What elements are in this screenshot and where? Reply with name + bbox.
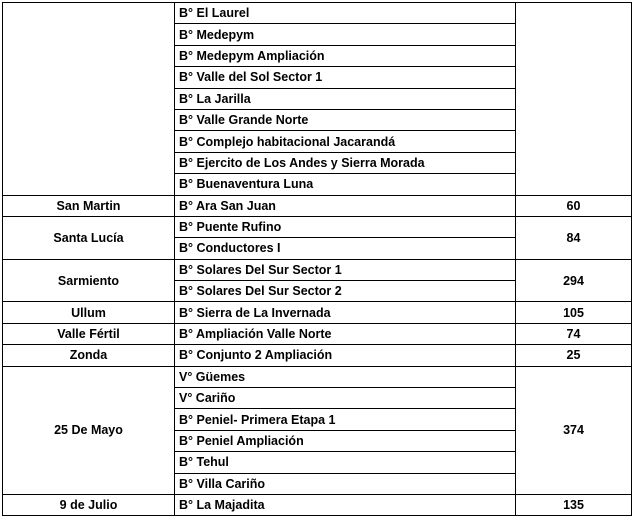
table-row [3, 195, 632, 216]
barrio-cell: B° Medepym [175, 24, 516, 45]
department-cell: 25 De Mayo [3, 366, 175, 494]
table-row [3, 323, 632, 344]
barrio-cell: B° Valle Grande Norte [175, 109, 516, 130]
quantity-cell: 60 [516, 195, 632, 216]
department-cell: Valle Fértil [3, 323, 175, 344]
barrio-cell: B° Solares Del Sur Sector 2 [175, 281, 516, 302]
barrio-cell: B° Tehul [175, 452, 516, 473]
quantity-cell: 374 [516, 366, 632, 494]
table-row [3, 3, 632, 24]
department-cell: Ullum [3, 302, 175, 323]
barrio-cell: B° Peniel Ampliación [175, 430, 516, 451]
barrio-cell: B° La Jarilla [175, 88, 516, 109]
table-body [3, 3, 632, 516]
barrio-cell: B° Solares Del Sur Sector 1 [175, 259, 516, 280]
barrio-cell: B° Complejo habitacional Jacarandá [175, 131, 516, 152]
barrio-cell: B° Medepym Ampliación [175, 45, 516, 66]
barrio-cell: B° Ejercito de Los Andes y Sierra Morada [175, 152, 516, 173]
barrio-cell: B° Ara San Juan [175, 195, 516, 216]
barrio-cell: B° El Laurel [175, 3, 516, 24]
barrio-cell: B° Buenaventura Luna [175, 174, 516, 195]
department-cell: Sarmiento [3, 259, 175, 302]
quantity-cell: 135 [516, 494, 632, 515]
department-cell: Santa Lucía [3, 216, 175, 259]
table-row [3, 345, 632, 366]
quantity-cell: 84 [516, 216, 632, 259]
barrio-cell: V° Güemes [175, 366, 516, 387]
barrio-cell: B° Puente Rufino [175, 216, 516, 237]
table-row [3, 259, 632, 280]
table-row [3, 366, 632, 387]
department-cell [3, 3, 175, 196]
barrio-cell: B° Villa Cariño [175, 473, 516, 494]
table-row [3, 494, 632, 515]
department-cell: Zonda [3, 345, 175, 366]
quantity-cell: 294 [516, 259, 632, 302]
barrio-cell: B° Conductores I [175, 238, 516, 259]
department-cell: 9 de Julio [3, 494, 175, 515]
table-row [3, 216, 632, 237]
quantity-cell: 25 [516, 345, 632, 366]
barrio-cell: B° La Majadita [175, 494, 516, 515]
barrio-cell: V° Cariño [175, 388, 516, 409]
quantity-cell: 74 [516, 323, 632, 344]
department-cell: San Martin [3, 195, 175, 216]
quantity-cell [516, 3, 632, 196]
barrio-cell: B° Peniel- Primera Etapa 1 [175, 409, 516, 430]
quantity-cell: 105 [516, 302, 632, 323]
table-row [3, 302, 632, 323]
barrios-table [2, 2, 632, 516]
barrio-cell: B° Valle del Sol Sector 1 [175, 67, 516, 88]
barrio-cell: B° Ampliación Valle Norte [175, 323, 516, 344]
barrio-cell: B° Conjunto 2 Ampliación [175, 345, 516, 366]
barrio-cell: B° Sierra de La Invernada [175, 302, 516, 323]
document-body [0, 2, 635, 513]
